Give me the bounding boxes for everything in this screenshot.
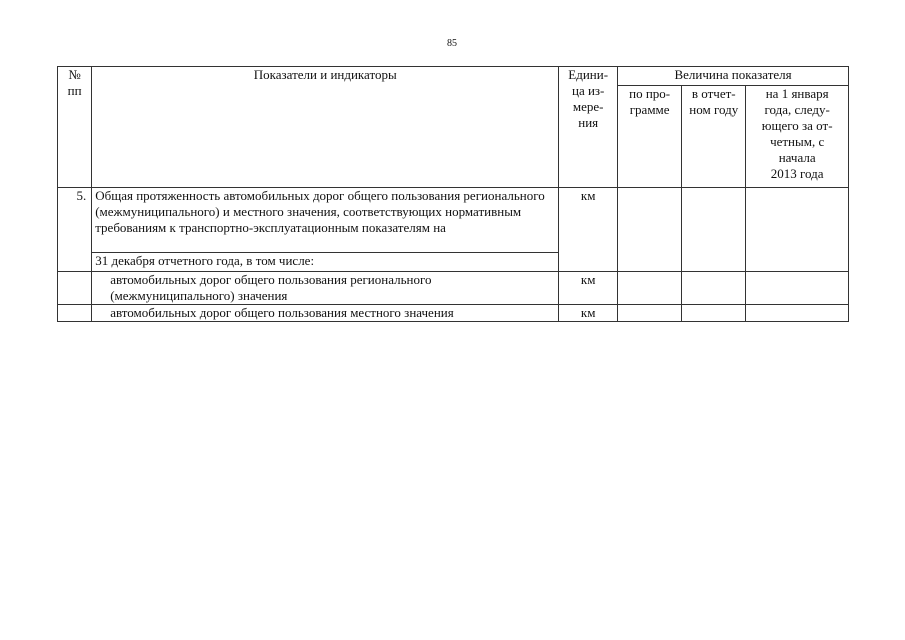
row-unit: км <box>559 188 618 272</box>
row-indicator-text: Общая протяженность автомобильных дорог общего пользования регионального (межмуниципального) и местного значения, соответствующих нормативным требованиям к транспортно-эксплуатационным показателям на <box>92 188 559 253</box>
table-row <box>58 272 849 305</box>
row-value-jan1 <box>746 305 849 322</box>
header-value-jan1: на 1 января года, следу- ющего за от- четным, с начала 2013 года <box>746 86 849 188</box>
row-value-program <box>618 272 682 305</box>
row-number <box>58 272 92 305</box>
row-value-program <box>618 188 682 272</box>
row-number <box>58 305 92 322</box>
row-indicator-text-cont: 31 декабря отчетного года, в том числе: <box>92 253 559 272</box>
header-value-group: Величина показателя <box>618 67 849 86</box>
header-indicators: Показатели и индикаторы <box>92 67 559 188</box>
row-value-year <box>682 305 746 322</box>
row-value-jan1 <box>746 272 849 305</box>
header-value-year: в отчет- ном году <box>682 86 746 188</box>
header-unit: Едини- ца из- мере- ния <box>559 67 618 188</box>
header-value-program: по про- грамме <box>618 86 682 188</box>
table-header-row <box>58 67 849 86</box>
header-num: № пп <box>58 67 92 188</box>
row-value-year <box>682 188 746 272</box>
row-unit: км <box>559 272 618 305</box>
row-unit: км <box>559 305 618 322</box>
indicators-table <box>57 66 849 322</box>
page-number: 85 <box>447 38 457 49</box>
row-number: 5. <box>58 188 92 272</box>
row-indicator-text: автомобильных дорог общего пользования регионального (межмуниципального) значения <box>92 272 559 305</box>
row-value-year <box>682 272 746 305</box>
row-value-jan1 <box>746 188 849 272</box>
row-indicator-text: автомобильных дорог общего пользования местного значения <box>92 305 559 322</box>
table-row <box>58 305 849 322</box>
table-row <box>58 188 849 253</box>
row-value-program <box>618 305 682 322</box>
